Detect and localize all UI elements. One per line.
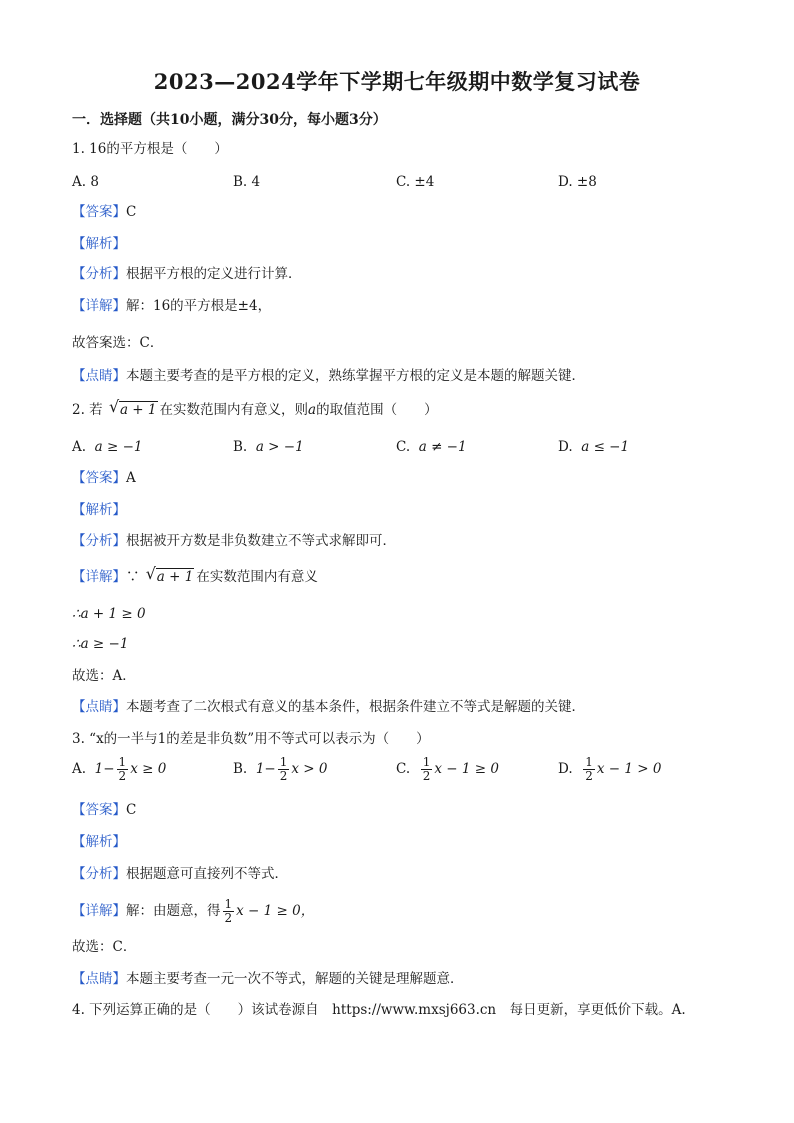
q2-option-b-letter: B. bbox=[233, 439, 248, 455]
radical-sign-icon: √ bbox=[145, 564, 156, 583]
q1-detail bbox=[72, 296, 271, 316]
q3-option-c-letter: C. bbox=[396, 761, 411, 777]
q3-detail-pre: 解：由题意，得 bbox=[126, 903, 221, 919]
section-heading: 一．选择题（共10小题，满分30分，每小题3分） bbox=[72, 112, 387, 128]
q1-analysis-tag bbox=[72, 234, 126, 254]
q2-fenxi bbox=[72, 531, 396, 551]
sqrt-expression bbox=[108, 397, 158, 420]
q2-radicand: a + 1 bbox=[119, 402, 157, 418]
q3-point-text: 本题主要考查一元一次不等式，解题的关键是理解题意． bbox=[126, 971, 464, 987]
q2-fenxi-text: 根据被开方数是非负数建立不等式求解即可． bbox=[126, 533, 396, 549]
fraction bbox=[117, 756, 129, 783]
q3-answer-value: C bbox=[126, 802, 137, 818]
q2-analysis-tag bbox=[72, 500, 126, 520]
detail-tag: 【详解】 bbox=[72, 569, 126, 585]
fenxi-tag: 【分析】 bbox=[72, 866, 126, 882]
q3-detail bbox=[72, 898, 314, 925]
q3-options bbox=[72, 756, 732, 790]
q2-option-b-math: a > −1 bbox=[255, 439, 304, 455]
fraction-numerator: 1 bbox=[279, 755, 288, 769]
q3-option-b bbox=[233, 756, 327, 783]
point-tag: 【点睛】 bbox=[72, 368, 126, 384]
q1-conclusion: 故答案选：C． bbox=[72, 335, 164, 351]
sqrt-expression bbox=[145, 564, 195, 587]
q1-point bbox=[72, 366, 585, 386]
q1-fenxi bbox=[72, 264, 302, 284]
q1-fenxi-text: 根据平方根的定义进行计算． bbox=[126, 266, 302, 282]
q1-detail-text: 解：16的平方根是±4， bbox=[126, 298, 272, 314]
fraction-denominator: 2 bbox=[224, 911, 233, 925]
q3-option-a-pre: 1− bbox=[94, 761, 115, 777]
q3-analysis-tag bbox=[72, 832, 126, 852]
fraction-numerator: 1 bbox=[118, 755, 127, 769]
fenxi-tag: 【分析】 bbox=[72, 266, 126, 282]
q2-option-d-letter: D. bbox=[558, 439, 573, 455]
fraction-numerator: 1 bbox=[224, 897, 233, 911]
fraction bbox=[421, 756, 433, 783]
q1-stem: 1. 16的平方根是（ ） bbox=[72, 141, 228, 157]
q4-stem: 4. 下列运算正确的是（ ）该试卷源自 https://www.mxsj663.cn 每日更新，享更低价下载。A. bbox=[72, 1002, 686, 1018]
q1-option-d: D. ±8 bbox=[558, 174, 597, 190]
fraction bbox=[223, 898, 235, 925]
q2-option-a bbox=[72, 437, 142, 457]
q1-option-b: B. 4 bbox=[233, 174, 261, 190]
analysis-tag: 【解析】 bbox=[72, 502, 126, 518]
analysis-tag: 【解析】 bbox=[72, 236, 126, 252]
q3-option-d bbox=[558, 756, 661, 783]
q2-detail-radicand: a + 1 bbox=[156, 569, 194, 585]
q2-option-a-math: a ≥ −1 bbox=[94, 439, 143, 455]
q3-stem: 3. “x的一半与1的差是非负数”用不等式可以表示为（ ） bbox=[72, 731, 430, 747]
q2-detail-pre: ∵ bbox=[126, 569, 140, 585]
q3-option-c bbox=[396, 756, 499, 783]
q2-stem bbox=[72, 397, 438, 420]
q2-answer bbox=[72, 468, 136, 488]
q2-option-b bbox=[233, 437, 304, 457]
q3-option-b-pre: 1− bbox=[255, 761, 276, 777]
q3-option-d-letter: D. bbox=[558, 761, 573, 777]
q3-option-a-letter: A. bbox=[72, 761, 87, 777]
q3-fenxi-text: 根据题意可直接列不等式． bbox=[126, 866, 288, 882]
q3-answer bbox=[72, 800, 136, 820]
q2-option-d-math: a ≤ −1 bbox=[581, 439, 630, 455]
fraction-numerator: 1 bbox=[585, 755, 593, 769]
q3-detail-post: x − 1 ≥ 0， bbox=[236, 903, 315, 919]
q2-options bbox=[72, 437, 732, 471]
detail-tag: 【详解】 bbox=[72, 298, 126, 314]
q2-point-text: 本题考查了二次根式有意义的基本条件，根据条件建立不等式是解题的关键． bbox=[126, 699, 585, 715]
analysis-tag: 【解析】 bbox=[72, 834, 126, 850]
q2-step2: ∴a ≥ −1 bbox=[72, 636, 129, 652]
fraction-numerator: 1 bbox=[422, 755, 431, 769]
answer-tag: 【答案】 bbox=[72, 204, 126, 220]
q1-options bbox=[72, 172, 732, 206]
q3-conclusion: 故选：C． bbox=[72, 939, 137, 955]
radical-sign-icon: √ bbox=[108, 397, 120, 416]
answer-tag: 【答案】 bbox=[72, 802, 126, 818]
q2-stem-var: a bbox=[308, 402, 317, 418]
q2-step1: ∴a + 1 ≥ 0 bbox=[72, 606, 146, 622]
point-tag: 【点睛】 bbox=[72, 971, 126, 987]
q1-answer bbox=[72, 202, 136, 222]
q2-answer-value: A bbox=[126, 470, 136, 486]
q2-option-a-letter: A. bbox=[72, 439, 87, 455]
q2-option-c-letter: C. bbox=[396, 439, 411, 455]
q3-point bbox=[72, 969, 464, 989]
q2-point bbox=[72, 697, 585, 717]
q2-detail-post: 在实数范围内有意义 bbox=[196, 569, 318, 585]
q2-conclusion: 故选：A． bbox=[72, 668, 136, 684]
q3-option-a-post: x ≥ 0 bbox=[130, 761, 167, 777]
fraction-denominator: 2 bbox=[585, 769, 593, 783]
q2-stem-end: 的取值范围（ ） bbox=[316, 402, 438, 418]
q2-option-c-math: a ≠ −1 bbox=[418, 439, 467, 455]
q1-answer-value: C bbox=[126, 204, 137, 220]
answer-tag: 【答案】 bbox=[72, 470, 126, 486]
q2-detail bbox=[72, 564, 318, 587]
q1-option-a: A. 8 bbox=[72, 174, 99, 190]
q2-stem-pre: 2. 若 bbox=[72, 402, 103, 418]
q2-option-c bbox=[396, 437, 467, 457]
q3-option-d-post: x − 1 > 0 bbox=[596, 761, 662, 777]
q3-option-b-letter: B. bbox=[233, 761, 248, 777]
point-tag: 【点睛】 bbox=[72, 699, 126, 715]
fraction-denominator: 2 bbox=[118, 769, 127, 783]
q1-point-text: 本题主要考查的是平方根的定义，熟练掌握平方根的定义是本题的解题关键． bbox=[126, 368, 585, 384]
fraction-denominator: 2 bbox=[279, 769, 288, 783]
fraction-denominator: 2 bbox=[422, 769, 431, 783]
q1-option-c: C. ±4 bbox=[396, 174, 435, 190]
fraction bbox=[278, 756, 290, 783]
q2-option-d bbox=[558, 437, 629, 457]
q3-fenxi bbox=[72, 864, 288, 884]
detail-tag: 【详解】 bbox=[72, 903, 126, 919]
q3-option-a bbox=[72, 756, 166, 783]
q2-stem-post: 在实数范围内有意义，则 bbox=[159, 402, 309, 418]
page-title: 2023—2024学年下学期七年级期中数学复习试卷 bbox=[153, 69, 641, 94]
q3-option-b-post: x > 0 bbox=[291, 761, 328, 777]
fraction bbox=[583, 756, 595, 783]
fenxi-tag: 【分析】 bbox=[72, 533, 126, 549]
q3-option-c-post: x − 1 ≥ 0 bbox=[434, 761, 499, 777]
